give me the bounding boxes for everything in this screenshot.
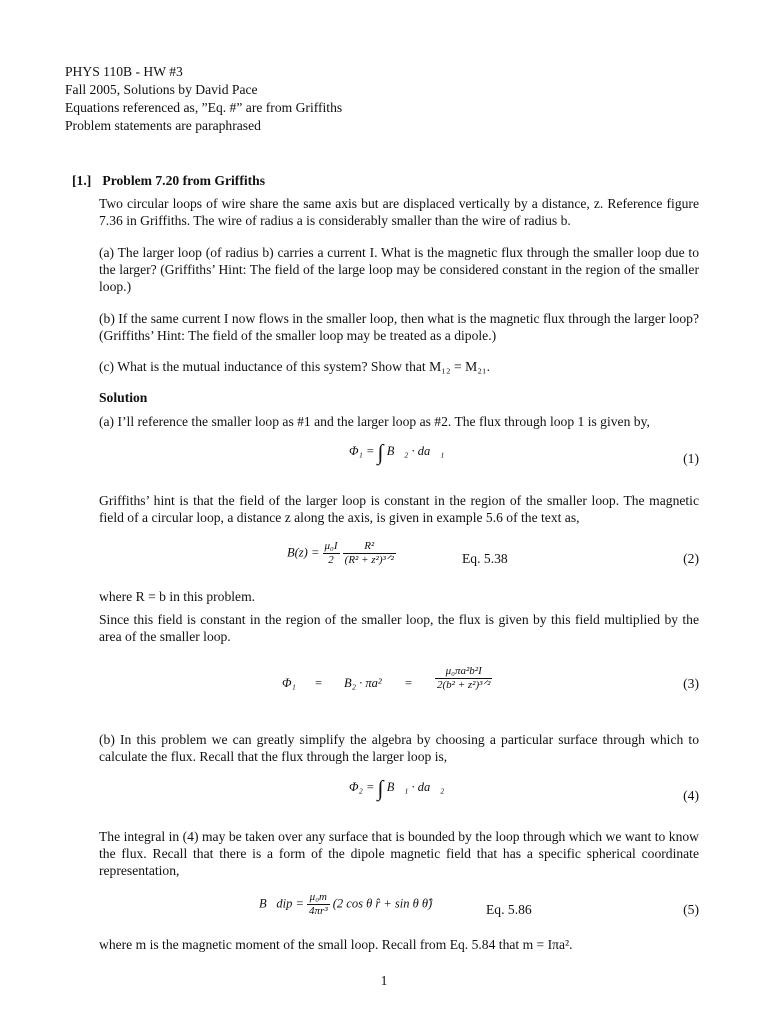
problem-number: [1.] bbox=[72, 173, 92, 188]
solution-paragraph-1: (a) I’ll reference the smaller loop as #1 and the larger loop as #2. The flux through loop 1 is given by, bbox=[99, 414, 650, 429]
eq3-denominator: 2(b² + z²)³ᐟ² bbox=[437, 679, 491, 691]
part-c-statement: (c) What is the mutual inductance of this system? Show that M₁₂ = M₂₁. bbox=[99, 359, 491, 374]
solution-paragraph-6: The integral in (4) may be taken over any surface that is bounded by the loop through which we want to know the flux. Recall that there is a form of the dipole magnetic field that has a specific spherical coordinate representation, bbox=[99, 829, 699, 878]
eq5-reference: Eq. 5.86 bbox=[486, 902, 532, 917]
eq4-rhs: B⃗₁ · da⃗₂ bbox=[386, 780, 445, 794]
equation-4 bbox=[99, 775, 699, 809]
eq3-equals-1: = bbox=[315, 676, 323, 690]
eq4-lhs: Φ₂ = bbox=[349, 780, 375, 794]
problem-heading bbox=[72, 172, 265, 189]
eq2-f1-numerator: μ₀I bbox=[324, 540, 338, 552]
equation-3 bbox=[99, 665, 699, 695]
equation-5 bbox=[99, 891, 699, 921]
eq3-middle: B₂ · πa² bbox=[344, 676, 382, 690]
eq3-phi: Φ₁ bbox=[282, 676, 296, 690]
document-header bbox=[65, 63, 342, 135]
part-b-statement: (b) If the same current I now flows in the smaller loop, then what is the magnetic flux through the larger loop? (Griffiths’ Hint: The field of the smaller loop may be treated as a dipole.) bbox=[99, 311, 699, 343]
solution-paragraph-4: Since this field is constant in the region of the smaller loop, the flux is given by this field multiplied by the area of the smaller loop. bbox=[99, 612, 699, 644]
solution-paragraph-2: Griffiths’ hint is that the field of the larger loop is constant in the region of the smaller loop. The magnetic field of a circular loop, a distance z along the axis, is given in example 5.6 of the text as, bbox=[99, 493, 699, 525]
solution-paragraph-3: where R = b in this problem. bbox=[99, 589, 256, 604]
eq5-denominator: 4πr³ bbox=[309, 905, 328, 917]
course-title: PHYS 110B - HW #3 bbox=[65, 64, 183, 79]
eq4-number: (4) bbox=[683, 788, 699, 803]
eq2-reference: Eq. 5.38 bbox=[462, 551, 508, 566]
solution-paragraph-5: (b) In this problem we can greatly simplify the algebra by choosing a particular surface through which to calculate the flux. Recall that the flux through the larger loop is, bbox=[99, 732, 699, 764]
eq3-number: (3) bbox=[683, 676, 699, 691]
eq3-fraction bbox=[435, 665, 492, 692]
eq3-numerator: μ₀πa²b²I bbox=[435, 665, 492, 679]
solution-paragraph-7: where m is the magnetic moment of the small loop. Recall from Eq. 5.84 that m = Iπa². bbox=[99, 937, 573, 952]
equation-2 bbox=[99, 540, 699, 570]
integral-symbol: ∫ bbox=[377, 775, 384, 801]
eq3-equals-2: = bbox=[405, 676, 413, 690]
eq1-lhs: Φ₁ = bbox=[349, 444, 375, 458]
problem-statement: Two circular loops of wire share the same axis but are displaced vertically by a distance, z. Reference figure 7.36 in Griffiths. The wire of radius a is considerably smaller than the wire of radius b. bbox=[99, 196, 699, 228]
problem-title: Problem 7.20 from Griffiths bbox=[102, 173, 266, 188]
eq1-number: (1) bbox=[683, 451, 699, 466]
eq2-f2-denominator: (R² + z²)³ᐟ² bbox=[344, 554, 394, 566]
eq5-numerator: μ₀m bbox=[307, 891, 330, 905]
eq2-fraction-2 bbox=[343, 540, 396, 567]
integral-symbol: ∫ bbox=[377, 439, 384, 465]
solution-heading: Solution bbox=[99, 390, 148, 405]
eq2-f1-denominator: 2 bbox=[328, 554, 334, 566]
eq5-lhs: B⃗dip = bbox=[259, 896, 304, 911]
paraphrase-note: Problem statements are paraphrased bbox=[65, 118, 261, 133]
eq5-rhs: (2 cos θ r̂ + sin θ θ̂) bbox=[332, 896, 433, 911]
part-a-statement: (a) The larger loop (of radius b) carries a current I. What is the magnetic flux through the smaller loop due to the larger? (Griffiths’ Hint: The field of the large loop may be considered constant in the region of the smaller loop.) bbox=[99, 245, 699, 294]
author-line: Fall 2005, Solutions by David Pace bbox=[65, 82, 258, 97]
eq5-number: (5) bbox=[683, 902, 699, 917]
eq2-lhs: B(z) = bbox=[287, 545, 320, 560]
eq2-number: (2) bbox=[683, 551, 699, 566]
eq1-rhs: B⃗₂ · da⃗₁ bbox=[386, 444, 445, 458]
eq2-f2-numerator: R² bbox=[343, 540, 396, 554]
equation-1 bbox=[99, 439, 699, 473]
page-number: 1 bbox=[380, 973, 388, 988]
eq5-fraction bbox=[307, 891, 330, 918]
eq2-fraction-1 bbox=[323, 540, 340, 567]
reference-note: Equations referenced as, ”Eq. #” are from Griffiths bbox=[65, 100, 343, 115]
